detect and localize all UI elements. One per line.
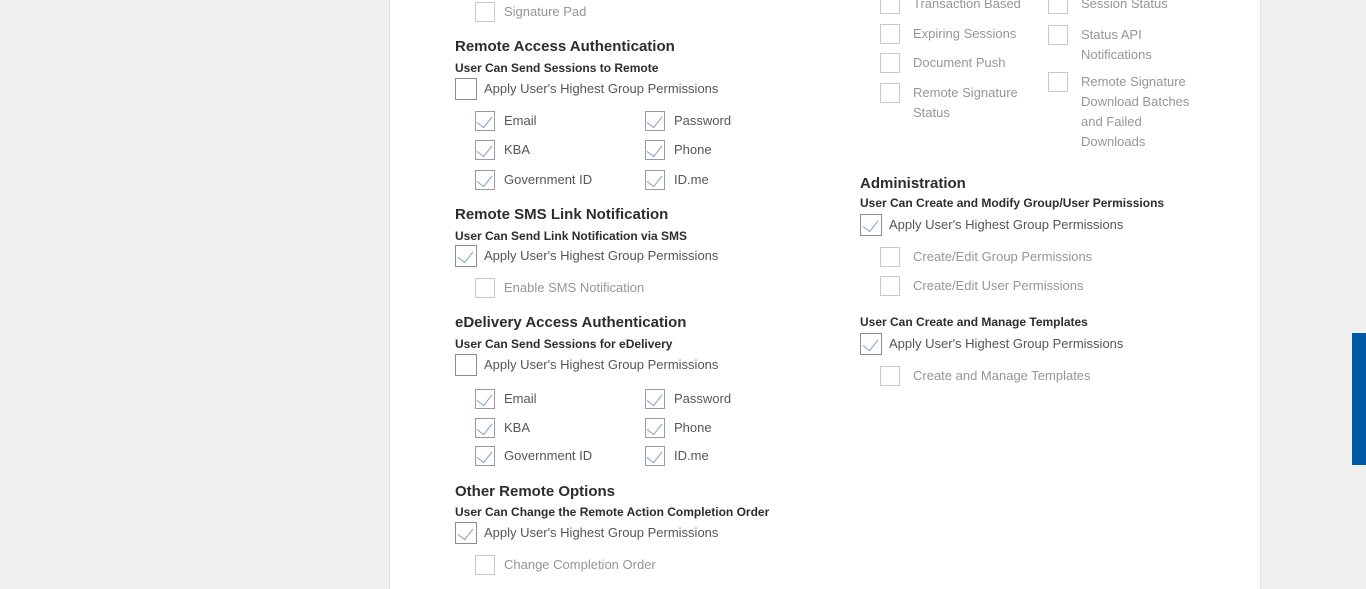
checkbox-edelivery-idme[interactable] xyxy=(645,446,665,466)
checkbox-row-apply-edelivery xyxy=(455,354,718,376)
checkbox-label: Apply User's Highest Group Permissions xyxy=(484,81,719,96)
checkbox-enable-sms xyxy=(475,278,495,298)
checkbox-row-apply-remote-sms xyxy=(455,245,718,267)
checkbox-label: KBA xyxy=(504,420,531,435)
checkbox-apply-modify-permissions[interactable] xyxy=(860,214,882,236)
checkbox-row-change-completion-order xyxy=(475,555,656,575)
checkbox-create-edit-user-permissions xyxy=(880,276,900,296)
checkbox-row-edelivery-email xyxy=(475,389,537,409)
checkbox-label: Password xyxy=(674,113,732,128)
checkbox-document-push xyxy=(880,53,900,73)
checkbox-row-apply-other-remote xyxy=(455,522,718,544)
scrollbar-thumb[interactable] xyxy=(1352,333,1366,465)
checkbox-row-remote-signature-status xyxy=(1048,72,1199,152)
checkbox-label: Status API Notifications xyxy=(1081,27,1152,62)
section-title-edelivery: eDelivery Access Authentication xyxy=(455,314,687,331)
checkbox-label: Apply User's Highest Group Permissions xyxy=(889,217,1124,232)
checkbox-label: Signature Pad xyxy=(504,4,587,19)
checkbox-row-apply-manage-templates xyxy=(860,333,1123,355)
checkbox-row-transaction-based xyxy=(880,0,1021,14)
checkbox-row-password xyxy=(645,111,731,131)
checkbox-row-kba xyxy=(475,140,530,160)
checkbox-row-session-status xyxy=(1048,0,1168,14)
checkbox-label: Change Completion Order xyxy=(504,557,656,572)
checkbox-label: Remote Signature Download Batches and Failed Downloads xyxy=(1081,74,1190,149)
checkbox-label: Session Status xyxy=(1081,0,1168,11)
checkbox-status-api-notifications xyxy=(1048,25,1068,45)
section-title-administration: Administration xyxy=(860,175,966,192)
checkbox-row-apply-modify-permissions xyxy=(860,214,1123,236)
checkbox-apply-edelivery[interactable] xyxy=(455,354,477,376)
checkbox-apply-other-remote[interactable] xyxy=(455,522,477,544)
checkbox-transaction-based xyxy=(880,0,900,14)
checkbox-row-edelivery-idme xyxy=(645,446,709,466)
checkbox-apply-manage-templates[interactable] xyxy=(860,333,882,355)
checkbox-label: Apply User's Highest Group Permissions xyxy=(484,525,719,540)
section-subtitle-edelivery: User Can Send Sessions for eDelivery xyxy=(455,337,673,351)
checkbox-label: Apply User's Highest Group Permissions xyxy=(484,248,719,263)
checkbox-label: Create and Manage Templates xyxy=(913,368,1091,383)
checkbox-label: Create/Edit Group Permissions xyxy=(913,249,1093,264)
checkbox-idme[interactable] xyxy=(645,170,665,190)
checkbox-email[interactable] xyxy=(475,111,495,131)
checkbox-label: Expiring Sessions xyxy=(913,26,1017,41)
checkbox-session-status xyxy=(1048,0,1068,14)
checkbox-row-document-push xyxy=(880,53,1006,73)
checkbox-label: Remote Signature Status xyxy=(913,85,1018,120)
checkbox-label: Document Push xyxy=(913,55,1006,70)
checkbox-change-completion-order xyxy=(475,555,495,575)
checkbox-label: Government ID xyxy=(504,172,593,187)
checkbox-create-edit-group-permissions xyxy=(880,247,900,267)
checkbox-apply-remote-sms[interactable] xyxy=(455,245,477,267)
checkbox-row-create-manage-templates xyxy=(880,366,1091,386)
checkbox-apply-remote-access[interactable] xyxy=(455,78,477,100)
checkbox-label: KBA xyxy=(504,142,531,157)
checkbox-row-apply-remote-access xyxy=(455,78,718,100)
checkbox-government-id[interactable] xyxy=(475,170,495,190)
section-title-remote-sms: Remote SMS Link Notification xyxy=(455,206,669,223)
checkbox-edelivery-email[interactable] xyxy=(475,389,495,409)
section-subtitle-other-remote: User Can Change the Remote Action Completion Order xyxy=(455,505,770,519)
checkbox-label: Password xyxy=(674,391,732,406)
checkbox-row-signature-pad xyxy=(475,2,586,22)
checkbox-create-manage-templates xyxy=(880,366,900,386)
checkbox-edelivery-password[interactable] xyxy=(645,389,665,409)
checkbox-row-government-id xyxy=(475,170,592,190)
checkbox-row-create-edit-user-permissions xyxy=(880,276,1084,296)
checkbox-row-status-api-notifications xyxy=(1048,25,1199,65)
checkbox-row-edelivery-password xyxy=(645,389,731,409)
checkbox-row-expiring-sessions xyxy=(880,24,1016,44)
checkbox-row-edelivery-government-id xyxy=(475,446,592,466)
checkbox-label: Create/Edit User Permissions xyxy=(913,278,1084,293)
checkbox-label: Phone xyxy=(674,142,712,157)
checkbox-row-enable-sms xyxy=(475,278,644,298)
checkbox-label: Transaction Based xyxy=(913,0,1021,11)
checkbox-label: ID.me xyxy=(674,172,709,187)
checkbox-expiring-sessions xyxy=(880,24,900,44)
checkbox-label: Apply User's Highest Group Permissions xyxy=(484,357,719,372)
checkbox-row-edelivery-kba xyxy=(475,418,530,438)
checkbox-label: Apply User's Highest Group Permissions xyxy=(889,336,1124,351)
checkbox-row-edelivery-phone xyxy=(645,418,712,438)
section-subtitle-manage-templates: User Can Create and Manage Templates xyxy=(860,315,1088,329)
section-title-other-remote: Other Remote Options xyxy=(455,483,616,500)
checkbox-kba[interactable] xyxy=(475,140,495,160)
checkbox-row-create-edit-group-permissions xyxy=(880,247,1092,267)
checkbox-remote-signature-downloads xyxy=(880,83,900,103)
checkbox-label: Enable SMS Notification xyxy=(504,280,645,295)
section-subtitle-remote-sms: User Can Send Link Notification via SMS xyxy=(455,229,688,243)
checkbox-label: Email xyxy=(504,391,537,406)
checkbox-row-email xyxy=(475,111,537,131)
section-subtitle-remote-access: User Can Send Sessions to Remote xyxy=(455,61,659,75)
checkbox-remote-signature-status xyxy=(1048,72,1068,92)
checkbox-label: ID.me xyxy=(674,448,709,463)
checkbox-label: Email xyxy=(504,113,537,128)
checkbox-signature-pad xyxy=(475,2,495,22)
checkbox-password[interactable] xyxy=(645,111,665,131)
checkbox-phone[interactable] xyxy=(645,140,665,160)
checkbox-row-phone xyxy=(645,140,712,160)
checkbox-label: Phone xyxy=(674,420,712,435)
section-title-remote-access: Remote Access Authentication xyxy=(455,38,675,55)
checkbox-edelivery-government-id[interactable] xyxy=(475,446,495,466)
checkbox-label: Government ID xyxy=(504,448,593,463)
checkbox-edelivery-phone[interactable] xyxy=(645,418,665,438)
checkbox-row-remote-signature-downloads xyxy=(880,83,1031,123)
checkbox-row-idme xyxy=(645,170,709,190)
section-subtitle-modify-permissions: User Can Create and Modify Group/User Permissions xyxy=(860,196,1165,210)
checkbox-edelivery-kba[interactable] xyxy=(475,418,495,438)
